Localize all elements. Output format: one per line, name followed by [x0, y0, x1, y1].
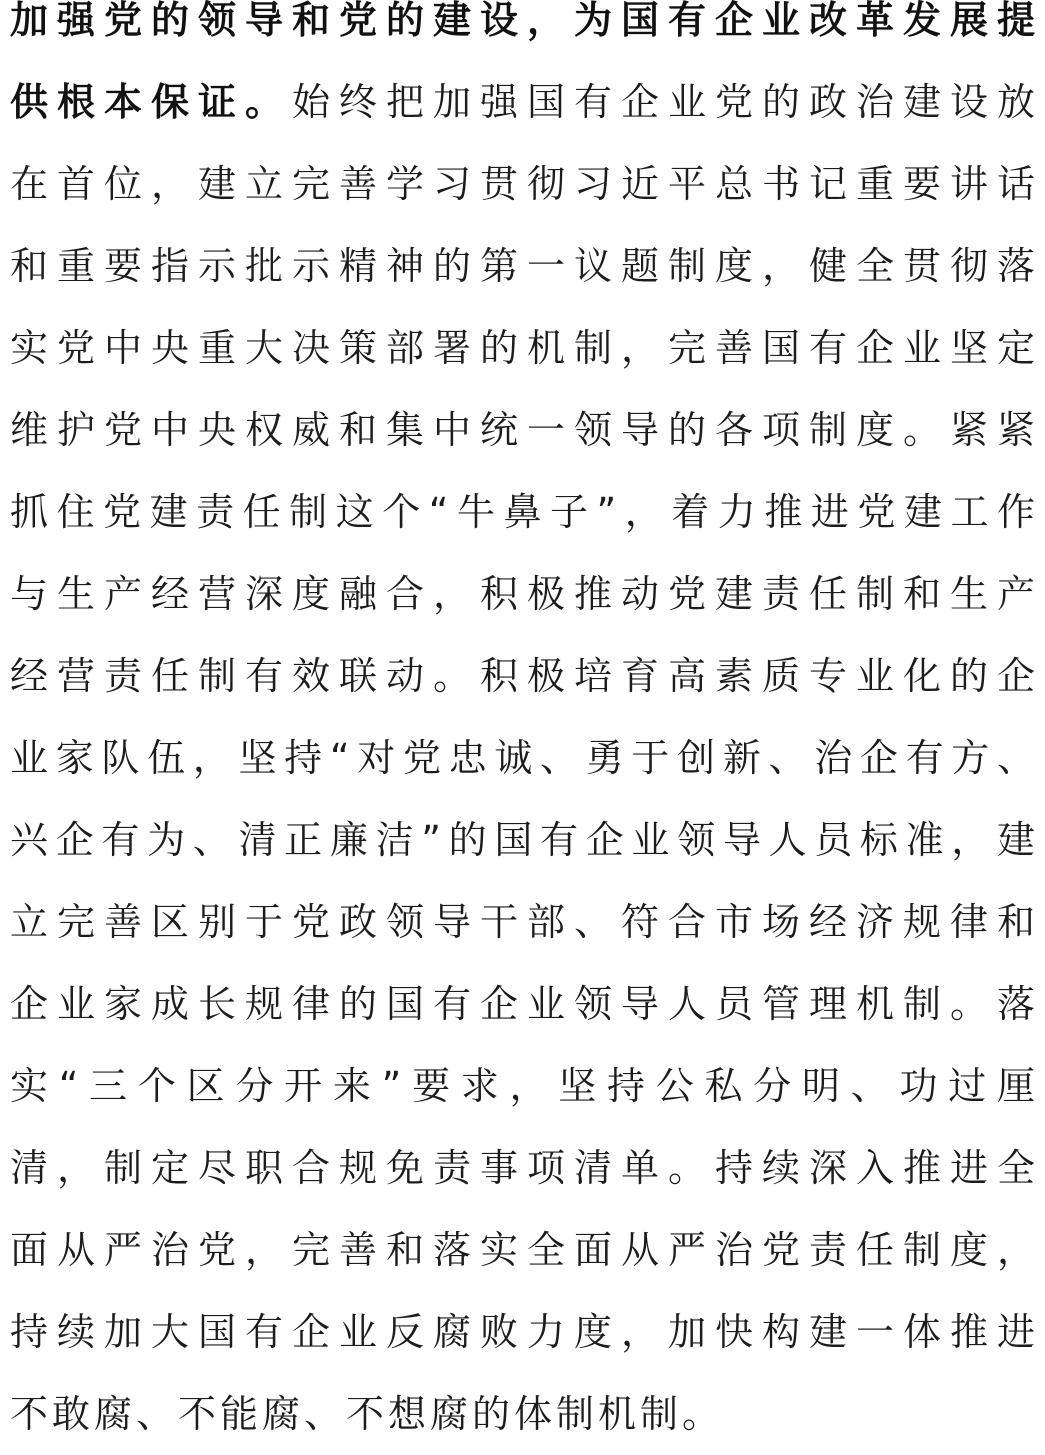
bold-lead-text: 加强党的领导和党的建设，为国有企业改革发展提 — [10, 0, 1035, 42]
article-body — [10, 0, 1035, 1455]
text-line-11: 兴企有为、清正廉洁”的国有企业领导人员标准，建 — [10, 818, 1035, 862]
text-line-16: 面从严治党，完善和落实全面从严治党责任制度， — [10, 1228, 1035, 1272]
text-line-12: 立完善区别于党政领导干部、符合市场经济规律和 — [10, 900, 1035, 944]
text-line-15: 清，制定尽职合规免责事项清单。持续深入推进全 — [10, 1146, 1035, 1190]
bold-lead-text: 供根本保证。 — [10, 80, 292, 124]
text-line-13: 企业家成长规律的国有企业领导人员管理机制。落 — [10, 982, 1035, 1026]
text-line-9: 经营责任制有效联动。积极培育高素质专业化的企 — [10, 654, 1035, 698]
text-line-4: 和重要指示批示精神的第一议题制度，健全贯彻落 — [10, 244, 1035, 288]
text-line-7: 抓住党建责任制这个“牛鼻子”，着力推进党建工作 — [10, 490, 1035, 534]
text-line-14: 实“三个区分开来”要求，坚持公私分明、功过厘 — [10, 1064, 1035, 1108]
text-line-17: 持续加大国有企业反腐败力度，加快构建一体推进 — [10, 1310, 1035, 1354]
text-line-8: 与生产经营深度融合，积极推动党建责任制和生产 — [10, 572, 1035, 616]
text-line-10: 业家队伍，坚持“对党忠诚、勇于创新、治企有方、 — [10, 736, 1035, 780]
text-line-1 — [10, 0, 1035, 61]
text-line-2: 供根本保证。始终把加强国有企业党的政治建设放 — [10, 80, 1035, 124]
text-line-5: 实党中央重大决策部署的机制，完善国有企业坚定 — [10, 326, 1035, 370]
text-line-18: 不敢腐、不能腐、不想腐的体制机制。 — [10, 1392, 725, 1436]
text-line-6: 维护党中央权威和集中统一领导的各项制度。紧紧 — [10, 408, 1035, 452]
text-line-3: 在首位，建立完善学习贯彻习近平总书记重要讲话 — [10, 162, 1035, 206]
